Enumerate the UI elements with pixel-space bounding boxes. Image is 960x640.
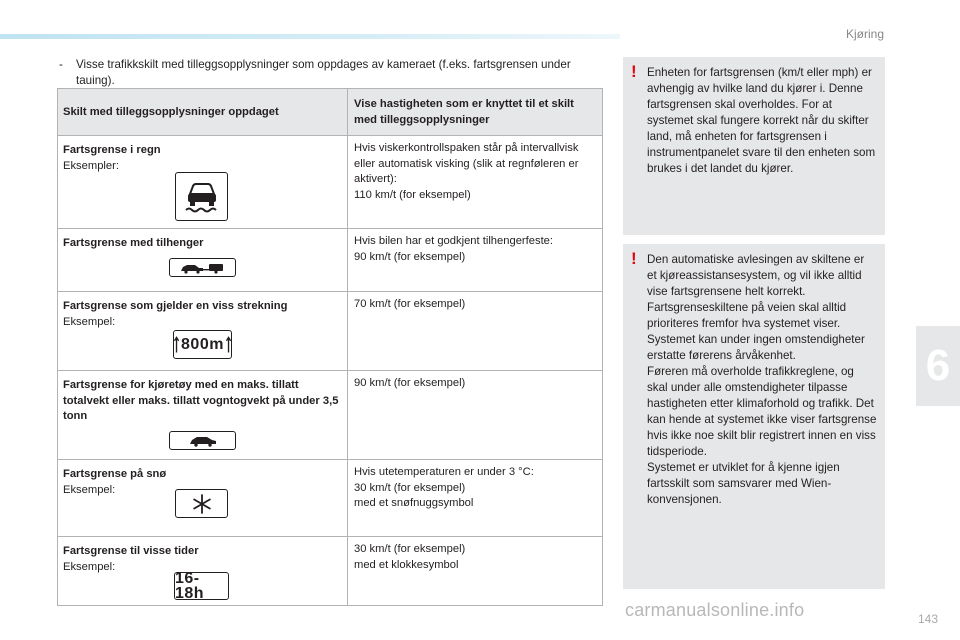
header-left: Skilt med tilleggsopplysninger oppdaget (58, 89, 348, 135)
row-sub: Eksempel: (63, 560, 116, 573)
table-row (58, 135, 602, 228)
row-desc: 30 km/t (for eksempel) med et klokkesymbol (354, 543, 466, 571)
chapter-tab: 6 (916, 326, 960, 406)
note-text: Den automatiske avlesingen av skiltene er et kjøreassistansesystem, og vil ikke alltid vise fartsgrensene helt korrekt. Fartsgrenseskiltene på veien skal alltid prioriteres fremfor hva systemet viser. Systemet kan under ingen omstendigheter erstatte førerens årvåkenhet. Føreren må overholde trafikkreglene, og skal under alle omstendigheter tilpasse hastigheten etter klimaforhold og trafikk. Det kan hende at systemet ikke viser fartsgrense hvis ikke noe skilt blir registrert innen en viss tidsperiode. Systemet er utviklet for å kjenne igjen fartsskilt som samsvarer med Wien-konvensjonen. (647, 253, 877, 506)
row-title: Fartsgrense på snø (63, 468, 167, 480)
warning-icon: ! (631, 62, 637, 81)
row-title: Fartsgrense til visse tider (63, 545, 199, 557)
intro-paragraph (59, 57, 599, 89)
row-desc: 90 km/t (for eksempel) (354, 377, 466, 389)
row-title: Fartsgrense med tilhenger (63, 237, 204, 249)
distance-sign (173, 330, 232, 359)
car-sign-icon (169, 431, 236, 450)
car-trailer-sign-icon (169, 258, 236, 277)
table-row (58, 459, 602, 536)
distance-sign-text: 800m (181, 335, 224, 353)
table-header-row (58, 89, 602, 135)
row-title: Fartsgrense i regn (63, 144, 161, 156)
warning-note-limitations (623, 244, 885, 589)
snowflake-sign-icon (175, 489, 228, 518)
row-sub: Eksempler: (63, 159, 119, 172)
row-desc: Hvis utetemperaturen er under 3 °C: 30 km/t (for eksempel) med et snøfnuggsymbol (354, 466, 534, 509)
watermark: carmanualsonline.info (625, 600, 805, 620)
intro-text: Visse trafikkskilt med tilleggsopplysninger som oppdages av kameraet (f.eks. fartsgrensen under tauing). (76, 58, 571, 87)
rain-car-sign-icon (175, 172, 228, 221)
time-sign (174, 569, 229, 602)
row-desc: Hvis viskerkontrollspaken står på intervallvisk eller automatisk visking (slik at regnføleren er aktivert): 110 km/t (for eksempel) (354, 142, 579, 201)
row-title: Fartsgrense for kjøretøy med en maks. tillatt totalvekt eller maks. tillatt vogntogvekt på under 3,5 tonn (63, 379, 339, 422)
table-row (58, 228, 602, 291)
row-title: Fartsgrense som gjelder en viss strekning (63, 300, 288, 312)
table-row (58, 370, 602, 459)
page-number: 143 (917, 612, 938, 626)
header-right: Vise hastigheten som er knyttet til et skilt med tilleggsopplysninger (354, 98, 574, 126)
list-dash: - (59, 58, 63, 71)
row-sub: Eksempel: (63, 315, 116, 328)
row-sub: Eksempel: (63, 483, 116, 496)
section-title: Kjøring (845, 27, 884, 41)
table-row (58, 291, 602, 370)
header-accent-bar (0, 34, 620, 39)
warning-icon: ! (631, 249, 637, 268)
time-sign-text: 16-18h (175, 569, 205, 602)
warning-note-units (623, 57, 885, 235)
note-text: Enheten for fartsgrensen (km/t eller mph) er avhengig av hvilke land du kjører i. Denne fartsgrensen skal overholdes. For at systemet skal fungere korrekt når du skifter land, må enheten for fartsgrensen i instrumentpanelet svare til den enheten som brukes i det landet du kjører. (647, 66, 876, 175)
signs-table (57, 88, 603, 606)
table-row (58, 536, 602, 605)
row-desc: Hvis bilen har et godkjent tilhengerfeste: 90 km/t (for eksempel) (354, 235, 554, 263)
row-desc: 70 km/t (for eksempel) (354, 298, 466, 310)
